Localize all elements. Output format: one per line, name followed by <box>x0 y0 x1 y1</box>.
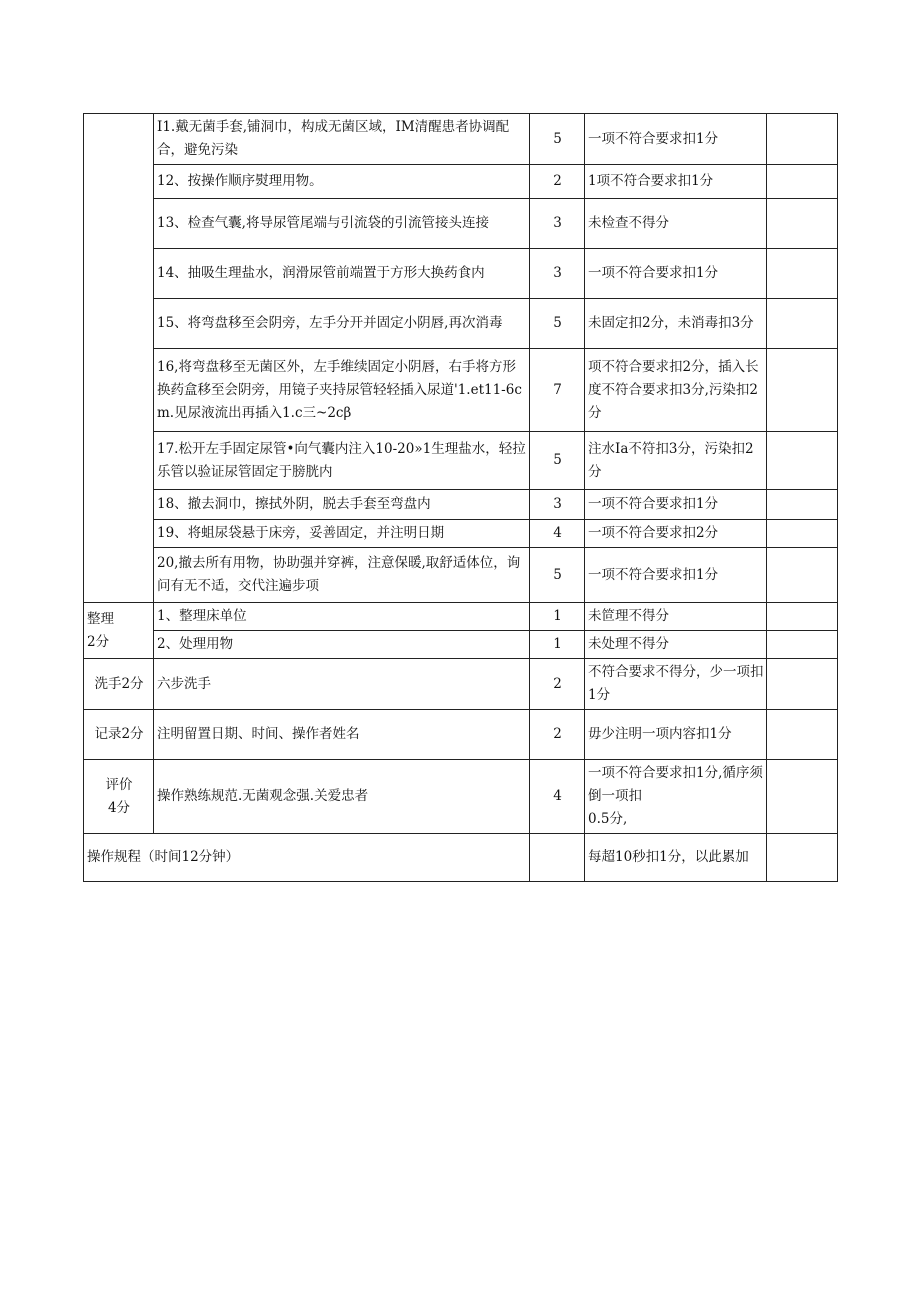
actual-score-cell <box>767 710 838 760</box>
step-text: 注明留置日期、时间、操作者姓名 <box>154 710 530 760</box>
deduction-rule-line: 一项不符合要求扣1分,循序须倒一项扣 <box>588 765 763 804</box>
actual-score-cell <box>767 834 838 882</box>
deduction-rule: 一项不符合要求扣1分 <box>585 114 767 165</box>
score-value: 2 <box>530 710 585 760</box>
category-cell-evaluate <box>84 760 154 834</box>
deduction-rule: 项不符合要求扣2分，插入长度不符合要求扣3分,污染扣2分 <box>585 349 767 432</box>
score-value: 3 <box>530 490 585 520</box>
step-text: 操作熟练规范.无菌观念强.关爱忠者 <box>154 760 530 834</box>
step-text: 2、处理用物 <box>154 631 530 659</box>
table-row <box>84 299 838 349</box>
actual-score-cell <box>767 760 838 834</box>
deduction-rule: 一项不符合要求扣1分 <box>585 548 767 603</box>
deduction-rule: 未处理不得分 <box>585 631 767 659</box>
table-row <box>84 834 838 882</box>
table-row <box>84 114 838 165</box>
deduction-rule: 未检查不得分 <box>585 199 767 249</box>
score-value: 4 <box>530 520 585 548</box>
actual-score-cell <box>767 249 838 299</box>
category-cell-record: 记录2分 <box>84 710 154 760</box>
category-cell-organize <box>84 603 154 659</box>
actual-score-cell <box>767 349 838 432</box>
deduction-rule <box>585 760 767 834</box>
timing-label: 操作规程（时间12分钟） <box>84 834 530 882</box>
score-value: 5 <box>530 299 585 349</box>
step-text: 12、按操作顺序熨理用物。 <box>154 165 530 199</box>
table-row <box>84 548 838 603</box>
score-value: 5 <box>530 548 585 603</box>
category-points: 4分 <box>107 799 131 816</box>
step-text: 18、撤去洞巾，擦拭外阴，脱去手套至弯盘内 <box>154 490 530 520</box>
score-value: 5 <box>530 114 585 165</box>
score-value: 4 <box>530 760 585 834</box>
deduction-rule-line: 0.5分, <box>588 811 628 827</box>
category-points: 2分 <box>87 633 110 650</box>
step-text: 17.松开左手固定尿管•向气囊内注入10-20»1生理盐水，轻拉乐管以验证尿管固定于膀胱内 <box>154 432 530 490</box>
actual-score-cell <box>767 199 838 249</box>
step-text: 六步洗手 <box>154 659 530 710</box>
actual-score-cell <box>767 299 838 349</box>
actual-score-cell <box>767 114 838 165</box>
table-row <box>84 165 838 199</box>
step-text: 1、整理床单位 <box>154 603 530 631</box>
actual-score-cell <box>767 490 838 520</box>
actual-score-cell <box>767 603 838 631</box>
table-row <box>84 631 838 659</box>
deduction-rule: 一项不符合要求扣2分 <box>585 520 767 548</box>
score-value: 7 <box>530 349 585 432</box>
table-row <box>84 659 838 710</box>
deduction-rule: 一项不符合要求扣1分 <box>585 249 767 299</box>
step-text: I1.戴无菌手套,铺洞巾，构成无菌区域，IM清醒患者协调配合，避免污染 <box>154 114 530 165</box>
category-cell-operation <box>84 114 154 603</box>
table-row <box>84 603 838 631</box>
score-value: 3 <box>530 199 585 249</box>
actual-score-cell <box>767 659 838 710</box>
deduction-rule: 每超10秒扣1分，以此累加 <box>585 834 767 882</box>
step-text: 20,撤去所有用物，协助强并穿裤，注意保暖,取舒适体位，询问有无不适，交代注遍步项 <box>154 548 530 603</box>
deduction-rule: 1项不符合要求扣1分 <box>585 165 767 199</box>
grading-table <box>83 113 838 882</box>
score-value: 2 <box>530 165 585 199</box>
score-value: 5 <box>530 432 585 490</box>
deduction-rule: 注水Ia不符扣3分，污染扣2分 <box>585 432 767 490</box>
step-text: 15、将弯盘移至会阴旁，左手分开并固定小阴唇,再次消毒 <box>154 299 530 349</box>
step-text: 14、抽吸生理盐水，润滑尿管前端置于方形大换药食内 <box>154 249 530 299</box>
category-label: 整理 <box>87 610 114 627</box>
table-row <box>84 199 838 249</box>
score-value: 1 <box>530 631 585 659</box>
score-value: 2 <box>530 659 585 710</box>
actual-score-cell <box>767 520 838 548</box>
table-row <box>84 710 838 760</box>
table-row <box>84 249 838 299</box>
score-value <box>530 834 585 882</box>
deduction-rule: 未固定扣2分，未消毒扣3分 <box>585 299 767 349</box>
step-text: 19、将蛆尿袋悬于床旁，妥善固定，并注明日期 <box>154 520 530 548</box>
actual-score-cell <box>767 432 838 490</box>
actual-score-cell <box>767 165 838 199</box>
actual-score-cell <box>767 631 838 659</box>
table-row <box>84 432 838 490</box>
step-text: 13、检查气囊,将导尿管尾端与引流袋的引流管接头连接 <box>154 199 530 249</box>
table-row <box>84 349 838 432</box>
table-row <box>84 760 838 834</box>
table-row <box>84 490 838 520</box>
category-cell-wash: 洗手2分 <box>84 659 154 710</box>
deduction-rule: 一项不符合要求扣1分 <box>585 490 767 520</box>
score-value: 1 <box>530 603 585 631</box>
category-label: 评价 <box>105 776 133 793</box>
deduction-rule: 不符合要求不得分，少一项扣1分 <box>585 659 767 710</box>
step-text: 16,将弯盘移至无菌区外，左手维续固定小阴唇，右手将方形换药盒移至会阴旁，用镜子夹持尿管轻轻插入尿道'1.et11-6cm.见尿液流出再插入1.c三~2cβ <box>154 349 530 432</box>
score-value: 3 <box>530 249 585 299</box>
deduction-rule: 未笸理不得分 <box>585 603 767 631</box>
table-row <box>84 520 838 548</box>
deduction-rule: 毋少注明一项内容扣1分 <box>585 710 767 760</box>
actual-score-cell <box>767 548 838 603</box>
